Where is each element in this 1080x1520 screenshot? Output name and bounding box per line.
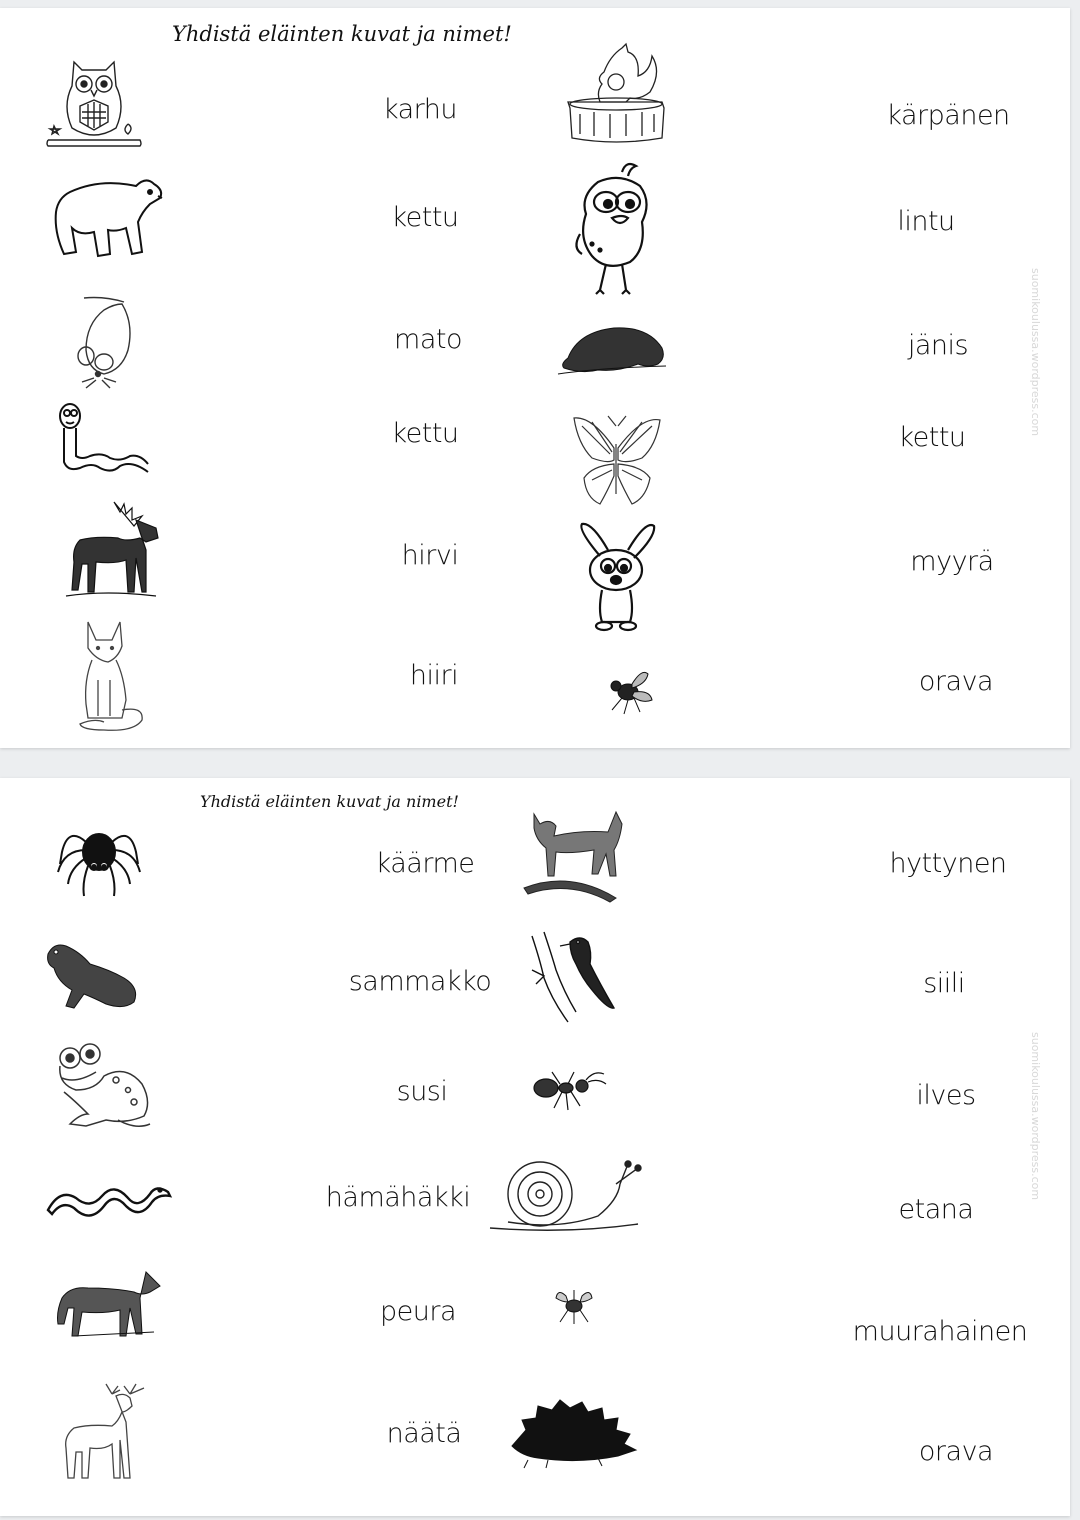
deer-icon <box>60 1382 152 1482</box>
ant-icon <box>530 1068 606 1114</box>
fox-icon <box>74 620 148 732</box>
word-kettu: kettu <box>391 418 459 449</box>
word-mato: mato <box>394 324 462 355</box>
bear-icon <box>50 172 166 264</box>
marten-icon <box>44 938 140 1014</box>
word-hamahakki: hämähäkki <box>325 1182 471 1213</box>
spider-icon <box>56 812 142 896</box>
hedgehog-icon <box>508 1400 638 1468</box>
fly-icon <box>602 666 654 716</box>
word-susi: susi <box>396 1076 448 1107</box>
word-kettu: kettu <box>898 422 966 453</box>
word-orava: orava <box>918 666 994 697</box>
squirrel-icon <box>566 42 668 144</box>
wolf-icon <box>54 1268 162 1340</box>
butterfly-icon <box>572 414 662 506</box>
word-peura: peura <box>379 1296 457 1327</box>
word-karpanen: kärpänen <box>886 100 1010 131</box>
worm-icon <box>56 402 152 478</box>
word-kettu: kettu <box>391 202 459 233</box>
word-etana: etana <box>898 1194 974 1225</box>
worksheet-page-1 <box>0 8 1070 748</box>
mosquito-icon <box>554 1284 594 1324</box>
snail-icon <box>488 1156 646 1232</box>
watermark: suomikoulussa.wordpress.com <box>1029 268 1042 437</box>
word-hiiri: hiiri <box>409 660 459 691</box>
word-sammakko: sammakko <box>348 966 492 997</box>
word-karhu: karhu <box>382 94 458 125</box>
word-lintu: lintu <box>897 206 955 237</box>
bird-icon <box>570 158 656 294</box>
rabbit-icon <box>574 520 658 632</box>
word-ilves: ilves <box>916 1080 976 1111</box>
worksheet-title: Yhdistä eläinten kuvat ja nimet! <box>200 792 459 811</box>
mole-icon <box>558 318 670 382</box>
worksheet-page-2 <box>0 778 1070 1516</box>
woodpecker-icon <box>530 930 620 1026</box>
mouse-icon <box>74 294 138 392</box>
word-hyttynen: hyttynen <box>889 848 1007 879</box>
worksheet-title: Yhdistä eläinten kuvat ja nimet! <box>172 22 512 46</box>
word-siili: siili <box>923 968 965 999</box>
owl-icon <box>44 56 144 150</box>
frog-icon <box>56 1044 152 1132</box>
watermark: suomikoulussa.wordpress.com <box>1029 1032 1042 1201</box>
moose-icon <box>66 498 164 600</box>
lynx-icon <box>520 810 628 902</box>
word-naata: näätä <box>386 1418 462 1449</box>
snake-icon <box>46 1174 172 1222</box>
word-hirvi: hirvi <box>401 540 459 571</box>
word-muurahainen: muurahainen <box>852 1316 1028 1347</box>
word-orava: orava <box>918 1436 994 1467</box>
word-myyra: myyrä <box>910 546 994 577</box>
word-kaarme: käärme <box>375 848 475 879</box>
word-janis: jänis <box>907 330 969 361</box>
